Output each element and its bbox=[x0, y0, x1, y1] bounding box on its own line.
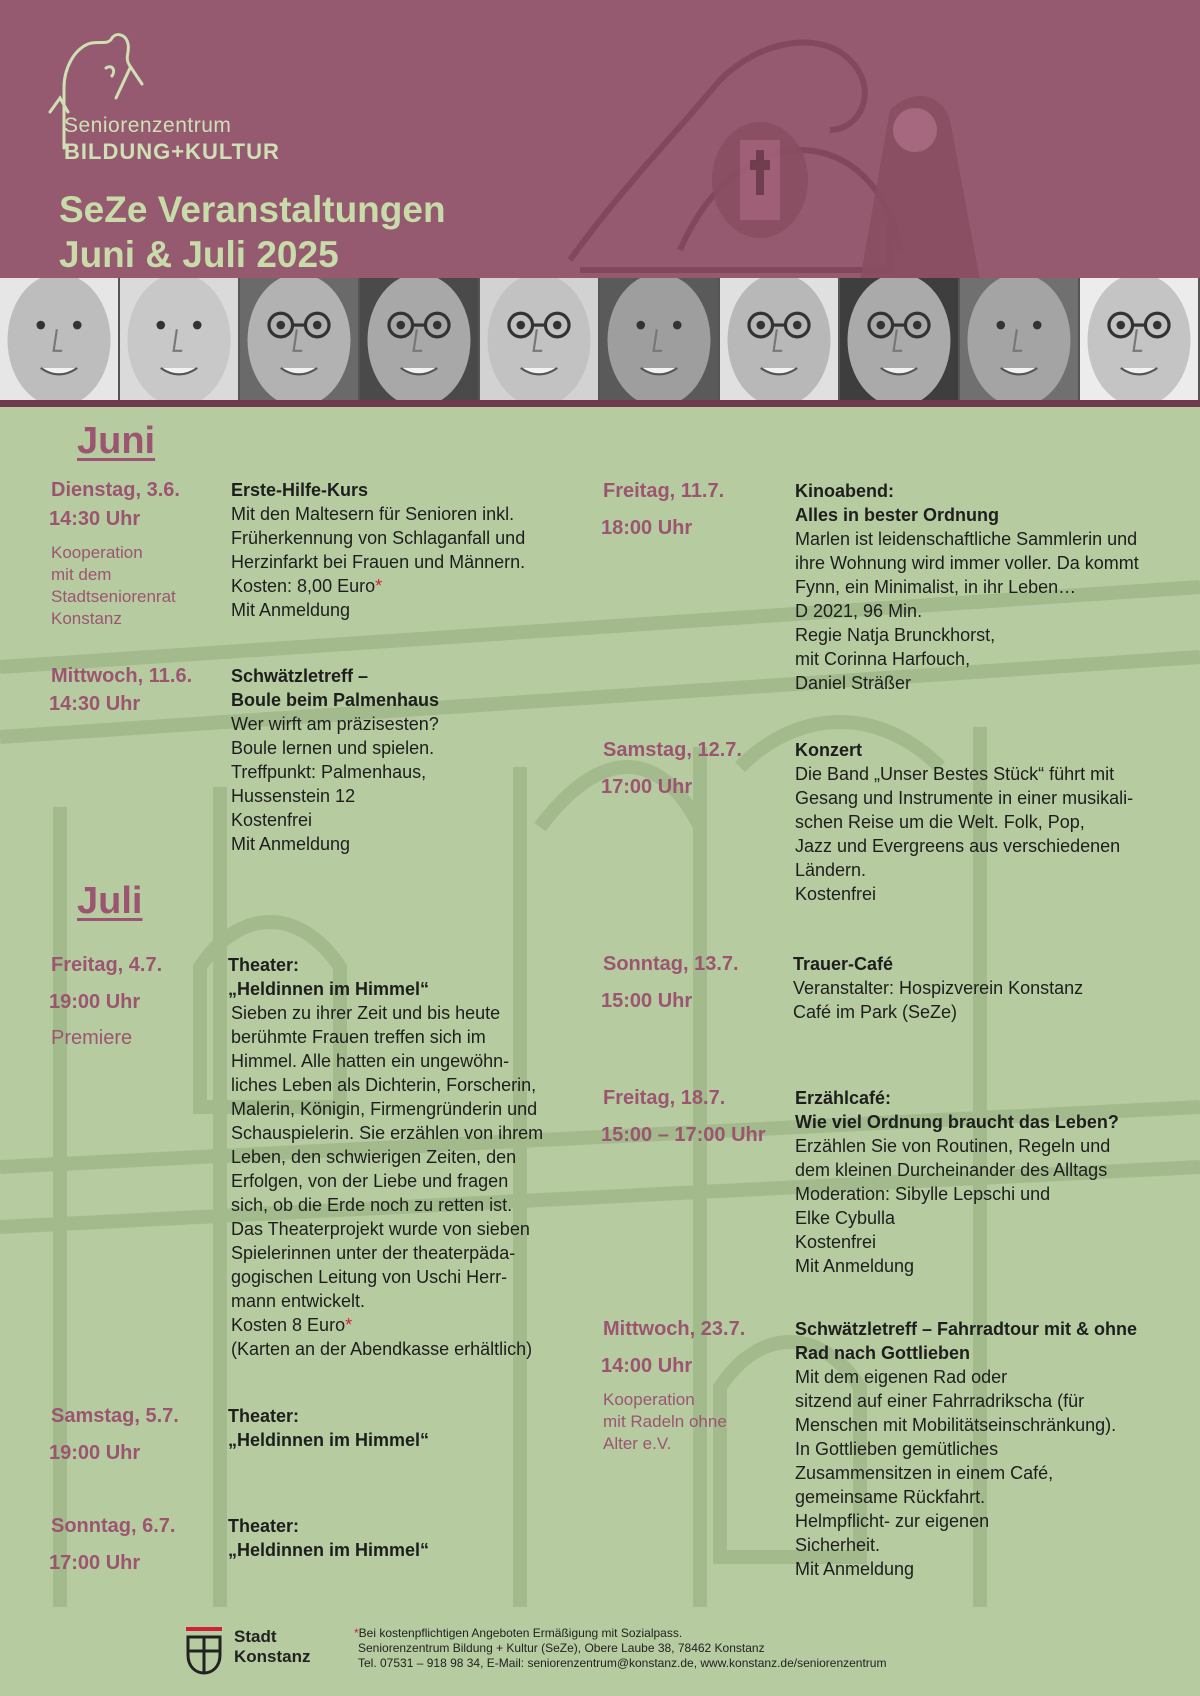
event-title: Erzählcafé: Wie viel Ordnung braucht das Leben? bbox=[795, 1088, 1119, 1132]
event-day: Dienstag, 3.6. bbox=[51, 479, 180, 501]
footer-info: *Bei kostenpflichtigen Angeboten Ermäßigung mit Sozialpass. Seniorenzentrum Bildung + Kultur (SeZe), Obere Laube 38, 78462 Konstanz Tel. 07531 – 918 98 34, E-Mail: seniorenzentrum@konstanz.de, www.konstanz.de/seniorenzentrum bbox=[354, 1626, 887, 1670]
face-photo bbox=[960, 278, 1080, 400]
event-title: Schwätzletreff – Boule beim Palmenhaus bbox=[231, 666, 440, 710]
face-photo bbox=[600, 278, 720, 400]
event-body: Sieben zu ihrer Zeit und bis heute berühmte Frauen treffen sich im Himmel. Alle hatten ein ungewöhn- liches Leben als Dichterin, Forscherin, Malerin, Königin, Firmengründerin und Schauspielerin. Sie erzählen von ihrem Leben, den schwierigen Zeiten, den Erfolgen, von der Liebe und fragen sich, ob die Erde noch zu retten ist. Das Theaterprojekt wurde von sieben Spielerinnen unter der theaterpäda- gogischen Leitung von Uschi Herr- mann entwickelt. Kosten 8 Euro* (Karten an der Abendkasse erhältlich) bbox=[231, 1003, 544, 1359]
event-title: Theater: „Heldinnen im Himmel“ bbox=[228, 1516, 430, 1560]
event-body: Erzählen Sie von Routinen, Regeln und dem kleinen Durcheinander des Alltags Moderation: Sibylle Lepschi und Elke Cybulla Kostenfrei Mit Anmeldung bbox=[795, 1136, 1111, 1276]
events-content bbox=[0, 407, 1200, 1696]
event-day: Mittwoch, 23.7. bbox=[603, 1318, 746, 1340]
header-banner bbox=[0, 0, 1200, 278]
event-day: Mittwoch, 11.6. bbox=[51, 665, 193, 687]
event-title: Theater: „Heldinnen im Himmel“ bbox=[228, 1406, 430, 1450]
face-photo bbox=[0, 278, 120, 400]
event-day: Sonntag, 13.7. bbox=[603, 953, 739, 975]
event-body: Mit den Maltesern für Senioren inkl. Früherkennung von Schlaganfall und Herzinfarkt bei Frauen und Männern. Kosten: 8,00 Euro* Mit Anmeldung bbox=[231, 504, 526, 620]
event-body: Wer wirft am präzisesten? Boule lernen und spielen. Treffpunkt: Palmenhaus, Hussenstein 12 Kostenfrei Mit Anmeldung bbox=[231, 714, 439, 854]
event-time: 18:00 Uhr bbox=[601, 517, 693, 539]
event-title: Erste-Hilfe-Kurs bbox=[231, 480, 369, 500]
event-note: Kooperation mit Radeln ohne Alter e.V. bbox=[603, 1390, 727, 1453]
event-title: Theater: „Heldinnen im Himmel“ bbox=[228, 955, 430, 999]
event-title: Kinoabend: Alles in bester Ordnung bbox=[795, 481, 1000, 525]
event-body: Marlen ist leidenschaftliche Sammlerin und ihre Wohnung wird immer voller. Da kommt Fynn, ein Minimalist, in ihr Leben… D 2021, 96 Min. Regie Natja Brunckhorst, mit Corinna Harfouch, Daniel Sträßer bbox=[795, 529, 1139, 693]
event-time: 17:00 Uhr bbox=[601, 776, 693, 798]
face-photo bbox=[720, 278, 840, 400]
event-time: 14:30 Uhr bbox=[49, 693, 141, 715]
event-day: Freitag, 18.7. bbox=[603, 1087, 726, 1109]
face-photo bbox=[840, 278, 960, 400]
page-title bbox=[59, 187, 446, 277]
event-title: Trauer-Café bbox=[793, 954, 894, 974]
face-photo bbox=[240, 278, 360, 400]
event-note: Kooperation mit dem Stadtseniorenrat Konstanz bbox=[51, 543, 176, 628]
title-line-1: SeZe Veranstaltungen bbox=[59, 189, 446, 230]
event-time: 15:00 – 17:00 Uhr bbox=[601, 1124, 766, 1146]
event-day: Freitag, 11.7. bbox=[603, 480, 725, 502]
face-photo bbox=[480, 278, 600, 400]
event-time: 19:00 Uhr bbox=[49, 1442, 141, 1464]
footer-stadt-konstanz: Stadt Konstanz bbox=[234, 1627, 311, 1666]
event-time: 14:30 Uhr bbox=[49, 508, 141, 530]
building-ornament-image bbox=[560, 20, 1060, 278]
event-note: Premiere bbox=[51, 1027, 133, 1049]
event-time: 15:00 Uhr bbox=[601, 990, 693, 1012]
divider-line bbox=[0, 400, 1200, 407]
face-photo bbox=[120, 278, 240, 400]
event-day: Sonntag, 6.7. bbox=[51, 1515, 176, 1537]
title-line-2: Juni & Juli 2025 bbox=[59, 234, 339, 275]
event-day: Samstag, 12.7. bbox=[603, 739, 742, 761]
event-time: 19:00 Uhr bbox=[49, 991, 141, 1013]
event-body: Mit dem eigenen Rad oder sitzend auf einer Fahrradrikscha (für Menschen mit Mobilitätseinschränkung). In Gottlieben gemütliches Zusammensitzen in einem Café, gemeinsame Rückfahrt. Helmpflicht- zur eigenen Sicherheit. Mit Anmeldung bbox=[795, 1367, 1117, 1579]
month-heading-juli: Juli bbox=[77, 880, 143, 922]
event-body: Veranstalter: Hospizverein Konstanz Café im Park (SeZe) bbox=[793, 978, 1084, 1022]
logo-subtitle: BILDUNG+KULTUR bbox=[64, 139, 280, 164]
event-time: 14:00 Uhr bbox=[601, 1355, 693, 1377]
faces-photo-strip bbox=[0, 278, 1200, 400]
event-body: Die Band „Unser Bestes Stück“ führt mit Gesang und Instrumente in einer musikali- schen Reise um die Welt. Folk, Pop, Jazz und Evergreens aus verschiedenen Ländern. Kostenfrei bbox=[795, 764, 1134, 904]
event-day: Samstag, 5.7. bbox=[51, 1405, 179, 1427]
event-title: Schwätzletreff – Fahrradtour mit & ohne Rad nach Gottlieben bbox=[795, 1319, 1138, 1363]
stadt-konstanz-logo-icon bbox=[184, 1627, 224, 1675]
event-day: Freitag, 4.7. bbox=[51, 954, 163, 976]
logo-name: Seniorenzentrum bbox=[64, 114, 232, 137]
month-heading-juni: Juni bbox=[77, 420, 156, 462]
event-title: Konzert bbox=[795, 740, 862, 760]
face-photo bbox=[1080, 278, 1200, 400]
event-time: 17:00 Uhr bbox=[49, 1552, 141, 1574]
face-photo bbox=[360, 278, 480, 400]
